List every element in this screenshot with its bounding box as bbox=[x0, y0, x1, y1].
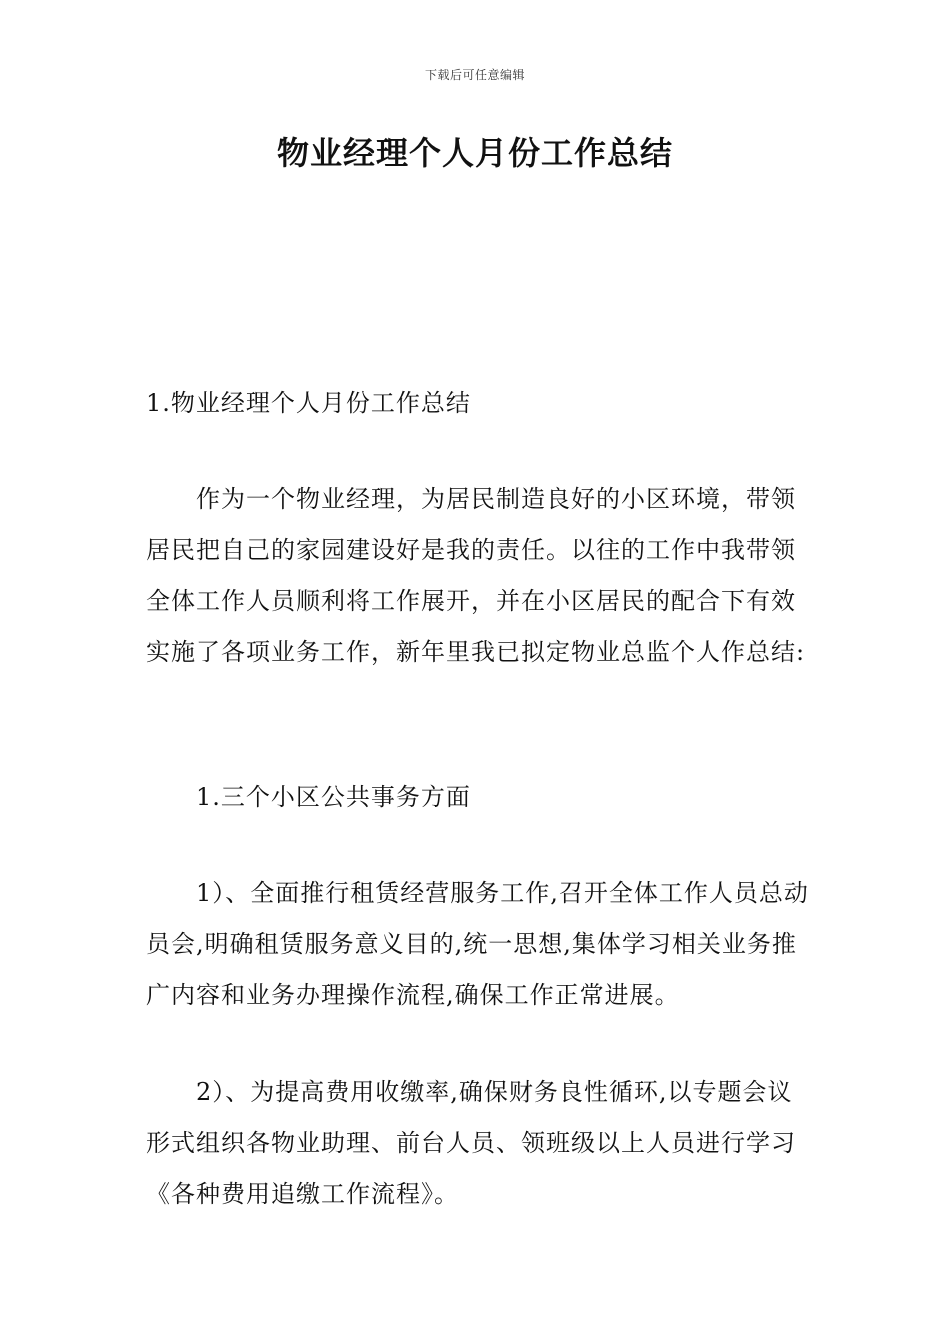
intro-paragraph: 作为一个物业经理，为居民制造良好的小区环境，带领居民把自己的家园建设好是我的责任。以往的工作中我带领全体工作人员顺利将工作展开，并在小区居民的配合下有效实施了各项业务工作，新年里我已拟定物业总监个人作总结: bbox=[146, 485, 806, 666]
header-note: 下载后可任意编辑 bbox=[424, 68, 525, 82]
item-paragraph-1: 1）、全面推行租赁经营服务工作,召开全体工作人员总动员会,明确租赁服务意义目的,统一思想,集体学习相关业务推广内容和业务办理操作流程,确保工作正常进展。 bbox=[146, 879, 809, 1009]
item-paragraph-2: 2）、为提高费用收缴率,确保财务良性循环,以专题会议形式组织各物业助理、前台人员、领班级以上人员进行学习《各种费用追缴工作流程》。 bbox=[146, 1078, 796, 1208]
document-title: 物业经理个人月份工作总结 bbox=[276, 134, 673, 172]
section-heading: 1.物业经理个人月份工作总结 bbox=[146, 389, 471, 417]
item-heading: 1.三个小区公共事务方面 bbox=[196, 783, 471, 811]
